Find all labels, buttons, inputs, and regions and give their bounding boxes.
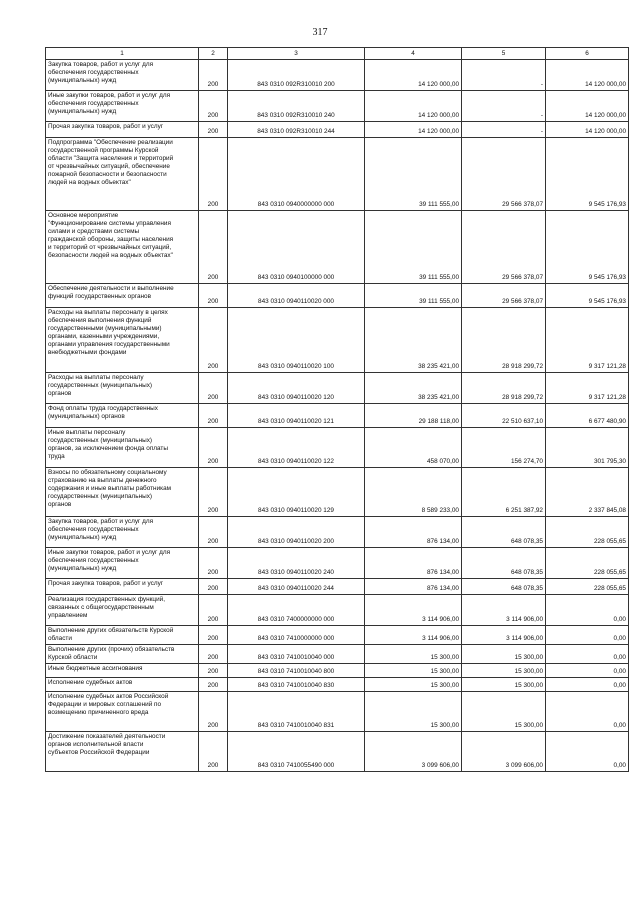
row-remaining: 0,00 [546,692,629,732]
row-name: Иные закупки товаров, работ и услуг для обеспечения государственных (муниципальных) нужд [46,548,199,579]
row-kbk: 843 0310 7410010040 830 [228,678,365,692]
row-code: 200 [199,122,228,138]
row-executed: 648 078,35 [462,579,546,595]
row-name: Закупка товаров, работ и услуг для обеспечения государственных (муниципальных) нужд [46,517,199,548]
row-code: 200 [199,468,228,517]
row-name: Исполнение судебных актов [46,678,199,692]
row-code: 200 [199,595,228,626]
row-code: 200 [199,645,228,664]
row-remaining: 0,00 [546,645,629,664]
row-approved: 39 111 555,00 [365,211,462,284]
row-approved: 29 188 118,00 [365,404,462,428]
row-approved: 39 111 555,00 [365,138,462,211]
row-name: Выполнение других обязательств Курской области [46,626,199,645]
table-row [46,122,629,138]
table-row [46,404,629,428]
row-name: Взносы по обязательному социальному страхованию на выплаты денежного содержания и иные выплаты работникам государственных (муниципальных) органов [46,468,199,517]
table-row [46,732,629,772]
row-code: 200 [199,732,228,772]
row-kbk: 843 0310 0940110020 122 [228,428,365,468]
row-executed: 648 078,35 [462,548,546,579]
row-name: Иные выплаты персоналу государственных (муниципальных) органов, за исключением фонда оплаты труда [46,428,199,468]
row-approved: 14 120 000,00 [365,60,462,91]
row-approved: 876 134,00 [365,517,462,548]
row-approved: 3 114 906,00 [365,595,462,626]
row-code: 200 [199,404,228,428]
table-row [46,692,629,732]
row-approved: 876 134,00 [365,548,462,579]
row-kbk: 843 0310 0940110020 000 [228,284,365,308]
row-executed: 29 566 378,07 [462,138,546,211]
row-kbk: 843 0310 7410055490 000 [228,732,365,772]
row-executed: - [462,60,546,91]
row-approved: 14 120 000,00 [365,91,462,122]
row-remaining: 14 120 000,00 [546,122,629,138]
row-kbk: 843 0310 7410010040 831 [228,692,365,732]
row-executed: 648 078,35 [462,517,546,548]
row-executed: 15 300,00 [462,664,546,678]
column-header: 2 [199,48,228,60]
row-name: Прочая закупка товаров, работ и услуг [46,579,199,595]
row-kbk: 843 0310 7410010040 800 [228,664,365,678]
row-executed: 22 510 637,10 [462,404,546,428]
column-header: 4 [365,48,462,60]
row-kbk: 843 0310 0940110020 121 [228,404,365,428]
row-name: Расходы на выплаты персоналу в целях обеспечения выполнения функций государственными (муниципальными) органами, казенными учреждениями, органами управления государственными внебюджетными фондами [46,308,199,373]
row-kbk: 843 0310 0940110020 200 [228,517,365,548]
row-remaining: 9 545 176,93 [546,284,629,308]
row-approved: 39 111 555,00 [365,284,462,308]
row-remaining: 0,00 [546,664,629,678]
row-executed: 15 300,00 [462,645,546,664]
row-name: Выполнение других (прочих) обязательств Курской области [46,645,199,664]
row-approved: 3 114 906,00 [365,626,462,645]
table-row [46,308,629,373]
row-approved: 3 099 606,00 [365,732,462,772]
row-name: Иные закупки товаров, работ и услуг для обеспечения государственных (муниципальных) нужд [46,91,199,122]
row-name: Расходы на выплаты персоналу государственных (муниципальных) органов [46,373,199,404]
row-kbk: 843 0310 0940110020 100 [228,308,365,373]
row-code: 200 [199,548,228,579]
table-row [46,645,629,664]
row-executed: 28 918 299,72 [462,308,546,373]
row-name: Достижение показателей деятельности органов исполнительной власти субъектов Российской Федерации [46,732,199,772]
row-remaining: 2 337 845,08 [546,468,629,517]
row-approved: 15 300,00 [365,692,462,732]
row-executed: 15 300,00 [462,678,546,692]
row-code: 200 [199,579,228,595]
row-remaining: 0,00 [546,595,629,626]
row-executed: 3 114 906,00 [462,595,546,626]
row-remaining: 14 120 000,00 [546,91,629,122]
row-approved: 15 300,00 [365,678,462,692]
row-code: 200 [199,428,228,468]
row-remaining: 9 317 121,28 [546,373,629,404]
table-row [46,517,629,548]
table-header-row [46,48,629,60]
column-header: 3 [228,48,365,60]
row-remaining: 14 120 000,00 [546,60,629,91]
row-executed: 3 099 606,00 [462,732,546,772]
row-kbk: 843 0310 7400000000 000 [228,595,365,626]
table-row [46,579,629,595]
row-name: Фонд оплаты труда государственных (муниципальных) органов [46,404,199,428]
row-remaining: 301 795,30 [546,428,629,468]
table-row [46,678,629,692]
row-approved: 458 070,00 [365,428,462,468]
row-remaining: 0,00 [546,678,629,692]
row-kbk: 843 0310 092R310010 200 [228,60,365,91]
row-approved: 8 589 233,00 [365,468,462,517]
row-kbk: 843 0310 7410000000 000 [228,626,365,645]
table-row [46,373,629,404]
budget-table [45,47,629,772]
row-approved: 38 235 421,00 [365,373,462,404]
row-executed: 28 918 299,72 [462,373,546,404]
row-kbk: 843 0310 0940110020 240 [228,548,365,579]
row-code: 200 [199,678,228,692]
row-kbk: 843 0310 0940100000 000 [228,211,365,284]
table-row [46,468,629,517]
row-executed: 156 274,70 [462,428,546,468]
row-executed: 6 251 387,92 [462,468,546,517]
row-kbk: 843 0310 0940000000 000 [228,138,365,211]
row-executed: 15 300,00 [462,692,546,732]
row-name: Обеспечение деятельности и выполнение функций государственных органов [46,284,199,308]
table-row [46,91,629,122]
row-remaining: 228 055,65 [546,548,629,579]
row-executed: 29 566 378,07 [462,211,546,284]
row-remaining: 0,00 [546,626,629,645]
row-code: 200 [199,60,228,91]
row-code: 200 [199,626,228,645]
row-code: 200 [199,211,228,284]
row-remaining: 6 677 480,90 [546,404,629,428]
row-kbk: 843 0310 7410010040 000 [228,645,365,664]
row-executed: 29 566 378,07 [462,284,546,308]
row-approved: 14 120 000,00 [365,122,462,138]
row-name: Основное мероприятие "Функционирование системы управления силами и средствами системы гражданской обороны, защиты населения и территорий от чрезвычайных ситуаций, безопасности людей на водных объектах" [46,211,199,284]
row-approved: 15 300,00 [365,664,462,678]
table-row [46,211,629,284]
column-header: 6 [546,48,629,60]
row-executed: - [462,91,546,122]
page-number: 317 [312,27,328,38]
table-row [46,284,629,308]
row-remaining: 9 545 176,93 [546,138,629,211]
table-row [46,626,629,645]
column-header: 5 [462,48,546,60]
table-row [46,60,629,91]
row-approved: 38 235 421,00 [365,308,462,373]
table-row [46,548,629,579]
row-code: 200 [199,284,228,308]
row-remaining: 9 317 121,28 [546,308,629,373]
row-kbk: 843 0310 0940110020 129 [228,468,365,517]
row-executed: 3 114 906,00 [462,626,546,645]
row-remaining: 228 055,65 [546,517,629,548]
row-kbk: 843 0310 092R310010 244 [228,122,365,138]
row-name: Прочая закупка товаров, работ и услуг [46,122,199,138]
row-approved: 15 300,00 [365,645,462,664]
row-name: Подпрограмма "Обеспечение реализации государственной программы Курской области "Защита населения и территорий от чрезвычайных ситуаций, обеспечение пожарной безопасности и безопасности людей на водных объектах" [46,138,199,211]
row-remaining: 228 055,65 [546,579,629,595]
row-name: Реализация государственных функций, связанных с общегосударственным управлением [46,595,199,626]
table-row [46,664,629,678]
row-kbk: 843 0310 0940110020 244 [228,579,365,595]
row-kbk: 843 0310 0940110020 120 [228,373,365,404]
row-code: 200 [199,138,228,211]
table-row [46,138,629,211]
table-row [46,428,629,468]
row-code: 200 [199,692,228,732]
row-code: 200 [199,308,228,373]
row-remaining: 0,00 [546,732,629,772]
row-code: 200 [199,373,228,404]
row-name: Исполнение судебных актов Российской Федерации и мировых соглашений по возмещению причиненного вреда [46,692,199,732]
row-name: Иные бюджетные ассигнования [46,664,199,678]
row-kbk: 843 0310 092R310010 240 [228,91,365,122]
row-code: 200 [199,664,228,678]
row-remaining: 9 545 176,93 [546,211,629,284]
row-code: 200 [199,517,228,548]
table-row [46,595,629,626]
row-approved: 876 134,00 [365,579,462,595]
column-header: 1 [46,48,199,60]
row-executed: - [462,122,546,138]
row-name: Закупка товаров, работ и услуг для обеспечения государственных (муниципальных) нужд [46,60,199,91]
row-code: 200 [199,91,228,122]
